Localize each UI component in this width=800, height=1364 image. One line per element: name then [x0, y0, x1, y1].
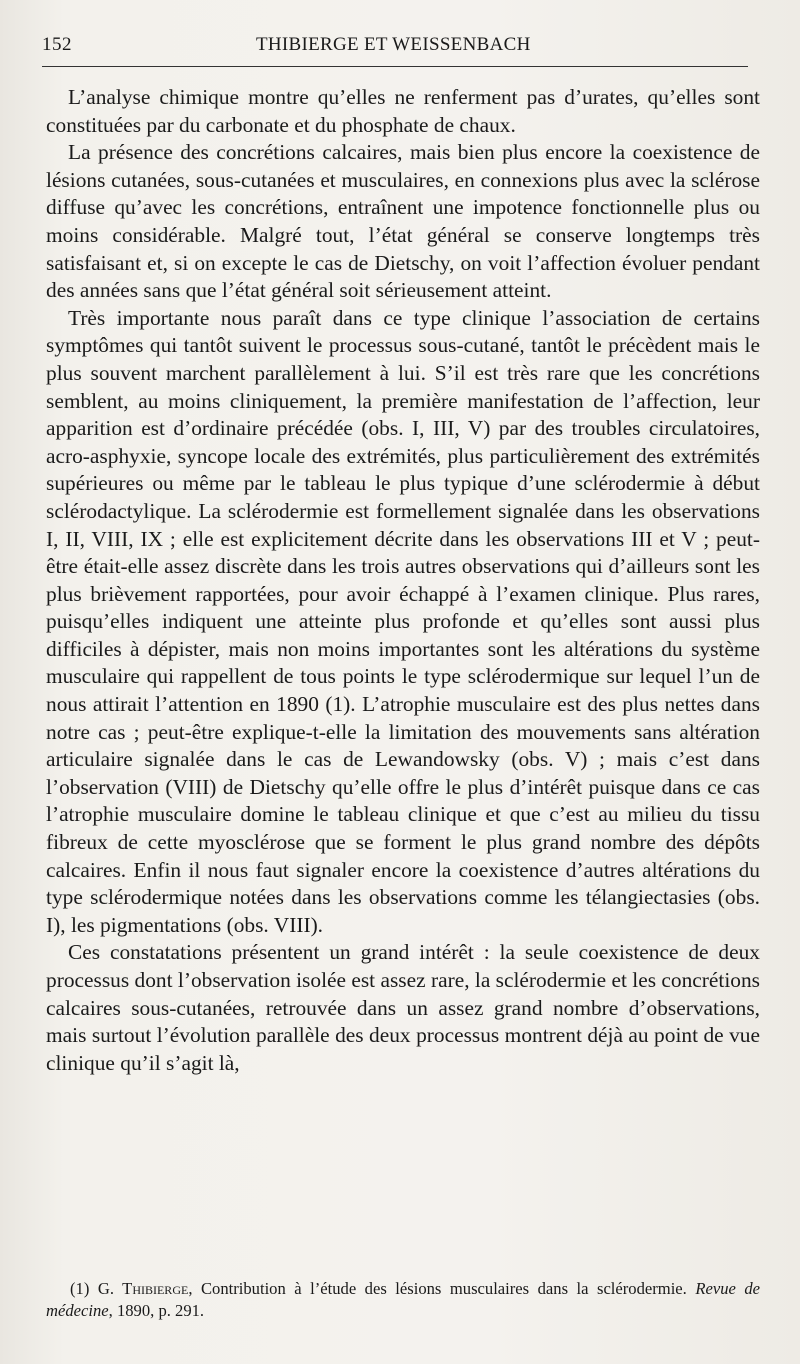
- paragraph-1: L’analyse chimique montre qu’elles ne renferment pas d’urates, qu’elles sont constituées par du carbonate et du phosphate de chaux.: [46, 85, 760, 137]
- body-text: [46, 84, 760, 1077]
- footnote-text: , Contribution à l’étude des lésions musculaires dans la sclérodermie.: [188, 1279, 696, 1298]
- paragraph-2: La présence des concrétions calcaires, mais bien plus encore la coexistence de lésions cutanées, sous-cutanées et musculaires, en connexions plus avec la sclérose diffuse qu’avec les concrétions, entraînent une impotence fonctionnelle plus ou moins considérable. Malgré tout, l’état général se conserve longtemps très satisfaisant et, si on excepte le cas de Dietschy, on voit l’affection évoluer pendant des années sans que l’état général soit sérieusement atteint.: [46, 140, 760, 303]
- page-number: 152: [42, 34, 72, 55]
- footnote-citation: , 1890, p. 291.: [108, 1301, 205, 1320]
- footnote-author: G. Thibierge: [97, 1279, 189, 1298]
- footnote-journal: Revue de médecine: [46, 1279, 761, 1320]
- paragraph-3: Très importante nous paraît dans ce type clinique l’association de certains symptômes qui tantôt suivent le processus sous-cutané, tantôt le précèdent mais le plus souvent marchent parallèlement à lui. S’il est très rare que les concrétions semblent, au moins cliniquement, la première manifestation de l’affection, leur apparition est d’ordinaire précédée (obs. I, III, V) par des troubles circulatoires, acro-asphyxie, syncope locale des extrémités, plus particulièrement des extrémités supérieures ou même par le tableau le plus typique d’une sclérodermie à début sclérodactylique. La sclérodermie est formellement signalée dans les observations I, II, VIII, IX ; elle est explicitement décrite dans les observations III et V ; peut-être était-elle assez discrète dans les trois autres observations qui d’ailleurs sont les plus brièvement rapportées, pour avoir échappé à l’examen clinique. Plus rares, puisqu’elles indiquent une atteinte plus profonde et qu’elles sont aussi plus difficiles à dépister, mais non moins importantes sont les altérations du système musculaire qui rappellent de tous points le type sclérodermique sur lequel l’un de nous attirait l’attention en 1890 (1). L’atrophie musculaire est des plus nettes dans notre cas ; peut-être explique-t-elle la limitation des mouvements sans altération articulaire signalée dans le cas de Lewandowsky (obs. V) ; mais c’est dans l’observation (VIII) de Dietschy qu’elle offre le plus d’intérêt puisque dans ce cas l’atrophie musculaire domine le tableau clinique et que c’est au milieu du tissu fibreux de cette myosclérose que se forment le plus grand nombre des dépôts calcaires. Enfin il nous faut signaler encore la coexistence d’autres altérations du type sclérodermique notées dans les observations comme les télangiectasies (obs. I), les pigmentations (obs. VIII).: [46, 305, 760, 937]
- header-rule: [42, 66, 748, 67]
- footnote-marker: (1): [70, 1279, 90, 1298]
- paragraph-4: Ces constatations présentent un grand intérêt : la seule coexistence de deux processus dont l’observation isolée est assez rare, la sclérodermie et les concrétions calcaires sous-cutanées, retrouvée dans un assez grand nombre d’observations, mais surtout l’évolution parallèle des deux processus montrent déjà au point de vue clinique qu’il s’agit là,: [46, 940, 760, 1075]
- footnote: [46, 1278, 760, 1322]
- running-title: THIBIERGE ET WEISSENBACH: [256, 34, 531, 55]
- running-head: [42, 30, 748, 60]
